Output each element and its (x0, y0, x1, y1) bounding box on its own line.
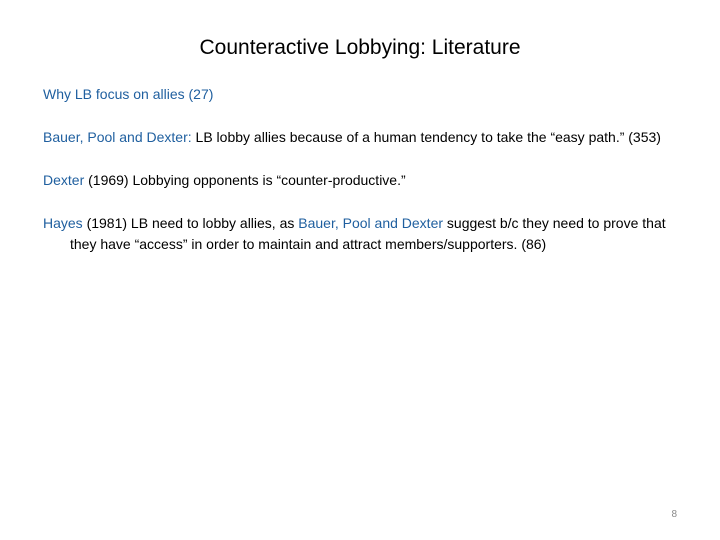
accent-text: Dexter (43, 172, 85, 188)
paragraph-bauer-pool-dexter (43, 127, 683, 148)
accent-text: Bauer, Pool and Dexter (298, 215, 444, 231)
body-text: suggest b/c they need to prove that they have “access” in order to maintain and attract members/supporters. (86) (70, 215, 666, 252)
accent-text: Hayes (43, 215, 83, 231)
accent-text: Why LB focus on allies (27) (43, 86, 214, 102)
page-number: 8 (671, 509, 677, 520)
slide-body (43, 84, 683, 255)
body-text: (1981) LB need to lobby allies, as (82, 215, 299, 231)
accent-text: Bauer, Pool and Dexter: (43, 129, 192, 145)
paragraph-why-lb-focus (43, 84, 683, 105)
body-text: (1969) Lobbying opponents is “counter-productive.” (84, 172, 406, 188)
paragraph-hayes (43, 213, 683, 255)
body-text: LB lobby allies because of a human tendency to take the “easy path.” (353) (191, 129, 661, 145)
paragraph-dexter (43, 170, 683, 191)
slide-title: Counteractive Lobbying: Literature (199, 36, 521, 59)
